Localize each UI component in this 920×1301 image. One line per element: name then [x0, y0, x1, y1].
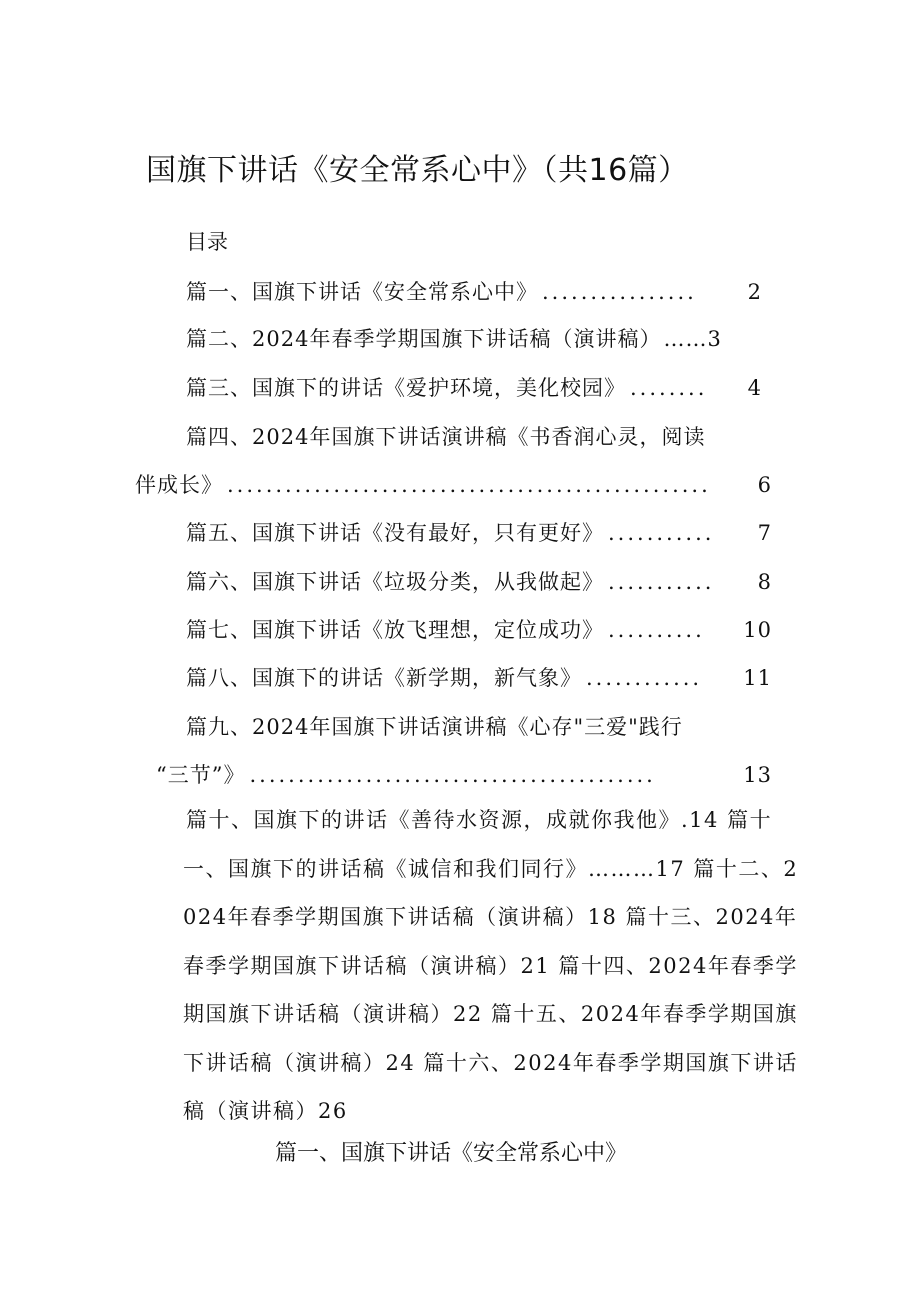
toc-leader-dots: ........: [630, 376, 708, 400]
toc-entry-line1[interactable]: [186, 711, 683, 741]
toc-run-on-paragraph: 篇十、国旗下的讲话《善待水资源，成就你我他》.14 篇十一、国旗下的讲话稿《诚信和我们同行》………17 篇十二、2024年春季学期国旗下讲话稿（演讲稿）18 篇十三、2024年春季学期国旗下讲话稿（演讲稿）21 篇十四、2024年春季学期国旗下讲话稿（演讲稿）22 篇十五、2024年春季学期国旗下讲话稿（演讲稿）24 篇十六、2024年春季学期国旗下讲话稿（演讲稿）26: [183, 808, 799, 1123]
toc-label: 目录: [186, 230, 228, 254]
toc-entry-text: 篇四、2024年国旗下讲话演讲稿《书香润心灵，阅读: [186, 425, 706, 449]
toc-entry-text: 篇三、国旗下的讲话《爱护环境，美化校园》: [186, 376, 626, 400]
toc-page-number: 8: [757, 570, 772, 594]
toc-leader-dots: ...........: [608, 570, 715, 594]
toc-page-number: 3: [707, 327, 722, 351]
toc-page-number: 11: [743, 666, 772, 690]
toc-entry-text: 篇六、国旗下讲话《垃圾分类，从我做起》: [186, 570, 604, 594]
toc-leader-dots: ..........: [608, 618, 705, 642]
toc-entry-line1[interactable]: [186, 421, 705, 451]
toc-entry[interactable]: [186, 517, 772, 547]
toc-entry-text: 篇一、国旗下讲话《安全常系心中》: [186, 280, 538, 304]
toc-page-number: 2: [747, 280, 762, 304]
toc-entry[interactable]: [186, 614, 772, 644]
toc-entry[interactable]: [186, 662, 772, 692]
toc-leader-dots: ................: [542, 280, 697, 304]
toc-entry-text: “三节”》: [156, 763, 246, 787]
document-title: 国旗下讲话《安全常系心中》（共16篇）: [146, 153, 689, 188]
toc-entry-line2[interactable]: [135, 469, 772, 499]
toc-page-number: 7: [757, 521, 772, 545]
toc-entry-text: 篇九、2024年国旗下讲话演讲稿《心存"三爱"践行: [186, 715, 683, 739]
toc-page-number: 6: [757, 473, 772, 497]
toc-entry-text: 篇五、国旗下讲话《没有最好，只有更好》: [186, 521, 604, 545]
toc-leader-dots: ……: [663, 327, 708, 351]
toc-entry-text: 伴成长》: [135, 473, 223, 497]
section-heading: 篇一、国旗下讲话《安全常系心中》: [275, 1141, 628, 1166]
toc-leader-dots: ............: [586, 666, 703, 690]
toc-entry-text: 篇二、2024年春季学期国旗下讲话稿（演讲稿）: [186, 327, 662, 351]
toc-leader-dots: ...........: [608, 521, 715, 545]
toc-entry[interactable]: [186, 323, 722, 353]
toc-entry-text: 篇八、国旗下的讲话《新学期，新气象》: [186, 666, 582, 690]
toc-page-number: 13: [743, 763, 772, 787]
toc-leader-dots: ..........................................: [249, 763, 656, 787]
toc-page-number: 4: [747, 376, 762, 400]
toc-entry-line2[interactable]: [156, 759, 772, 789]
toc-entry-text: 篇七、国旗下讲话《放飞理想，定位成功》: [186, 618, 604, 642]
toc-entry[interactable]: [186, 372, 762, 402]
toc-leader-dots: ..................................................: [227, 473, 711, 497]
toc-entry[interactable]: [186, 566, 772, 596]
toc-page-number: 10: [743, 618, 772, 642]
toc-entry[interactable]: [186, 276, 762, 306]
